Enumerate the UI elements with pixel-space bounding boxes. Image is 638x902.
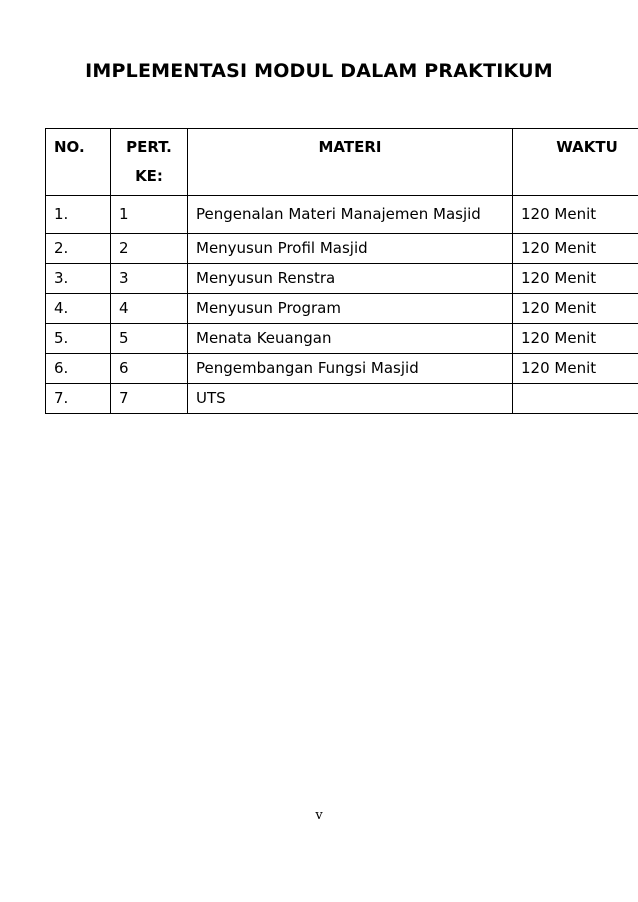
page-number: v	[315, 808, 323, 823]
table-row	[46, 324, 638, 354]
cell-materi: Menyusun Profil Masjid	[188, 234, 513, 264]
page-title: IMPLEMENTASI MODUL DALAM PRAKTIKUM	[85, 60, 553, 82]
table-row	[46, 264, 638, 294]
cell-no: 3.	[46, 264, 111, 294]
header-materi: MATERI	[188, 129, 513, 196]
cell-pert: 7	[111, 384, 188, 414]
cell-materi: Pengembangan Fungsi Masjid	[188, 354, 513, 384]
table-row	[46, 384, 638, 414]
cell-waktu: 120 Menit	[513, 324, 638, 354]
cell-no: 7.	[46, 384, 111, 414]
table-row	[46, 294, 638, 324]
header-no: NO.	[46, 129, 111, 196]
header-waktu: WAKTU	[513, 129, 638, 196]
cell-pert: 4	[111, 294, 188, 324]
table-header-row	[46, 129, 638, 196]
cell-waktu	[513, 384, 638, 414]
cell-materi: Pengenalan Materi Manajemen Masjid	[188, 196, 513, 234]
cell-materi: Menyusun Renstra	[188, 264, 513, 294]
table-row	[46, 354, 638, 384]
table-header	[46, 129, 638, 196]
cell-pert: 6	[111, 354, 188, 384]
cell-no: 1.	[46, 196, 111, 234]
cell-materi: Menyusun Program	[188, 294, 513, 324]
schedule-table	[45, 128, 638, 414]
cell-waktu: 120 Menit	[513, 264, 638, 294]
cell-materi: Menata Keuangan	[188, 324, 513, 354]
cell-waktu: 120 Menit	[513, 196, 638, 234]
cell-pert: 3	[111, 264, 188, 294]
cell-materi: UTS	[188, 384, 513, 414]
cell-pert: 1	[111, 196, 188, 234]
cell-no: 2.	[46, 234, 111, 264]
table-row	[46, 196, 638, 234]
cell-waktu: 120 Menit	[513, 294, 638, 324]
cell-no: 4.	[46, 294, 111, 324]
header-pert: PERT. KE:	[111, 129, 188, 196]
cell-waktu: 120 Menit	[513, 234, 638, 264]
cell-pert: 2	[111, 234, 188, 264]
cell-pert: 5	[111, 324, 188, 354]
cell-no: 5.	[46, 324, 111, 354]
cell-waktu: 120 Menit	[513, 354, 638, 384]
cell-no: 6.	[46, 354, 111, 384]
table-row	[46, 234, 638, 264]
table-body	[46, 196, 638, 414]
